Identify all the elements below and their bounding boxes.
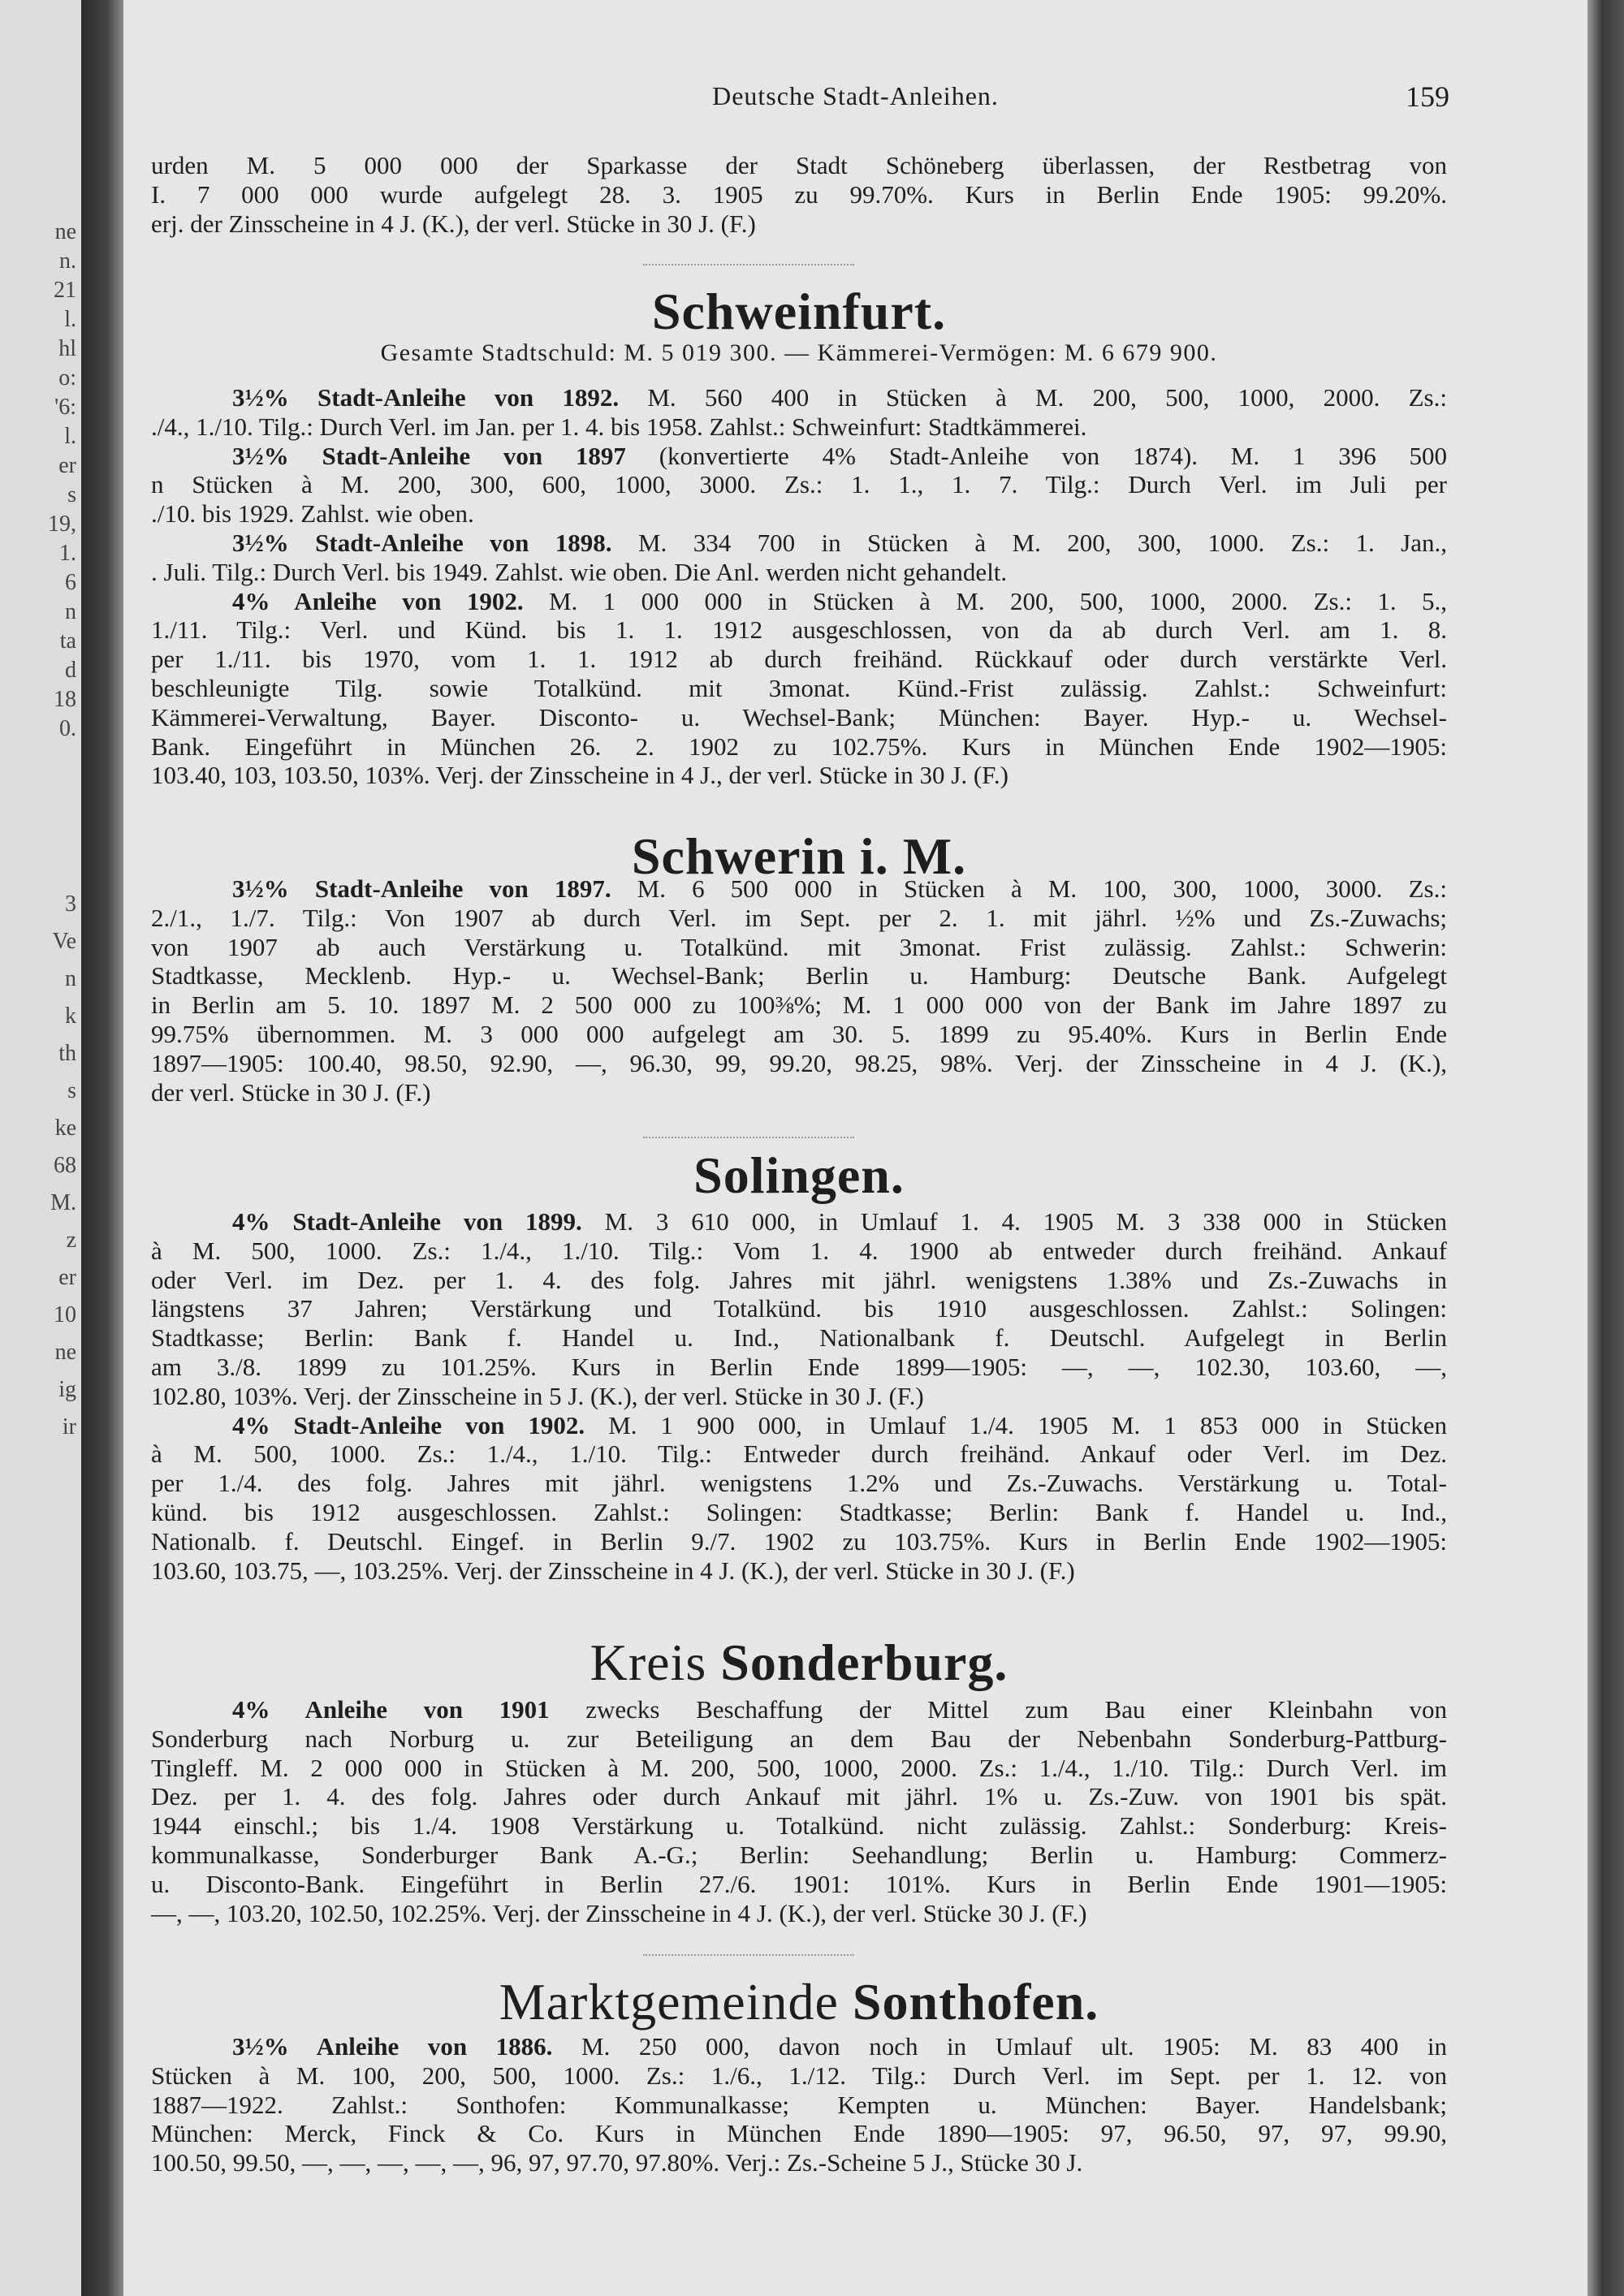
section-title-prefix: Kreis [590, 1634, 721, 1691]
line-text: in Berlin am 5. 10. 1897 M. 2 500 000 zu 100⅜%; M. 1 000 000 von der Bank im Jahre 1897 zu [151, 990, 1447, 1020]
previous-page-fragment: n [65, 966, 76, 991]
section-title-name: Sonthofen. [852, 1973, 1099, 2031]
line-text: längstens 37 Jahren; Verstärkung und Totalkünd. bis 1910 ausgeschlossen. Zahlst.: Solingen: [151, 1294, 1447, 1323]
loan-heading: 4% Anleihe von 1901 [232, 1695, 550, 1724]
previous-page-fragment: 0. [59, 716, 76, 741]
book-gutter [81, 0, 123, 2296]
section-title [151, 1143, 1447, 1208]
loan-heading: 3½% Anleihe von 1886. [232, 2032, 553, 2061]
previous-page-fragment: n [65, 599, 76, 624]
text-line [151, 1294, 1447, 1323]
previous-page-fragment: 19, [48, 511, 76, 537]
previous-page-fragment: n. [59, 248, 76, 274]
section-title-prefix: Marktgemeinde [499, 1973, 853, 2031]
loan-heading: 4% Stadt-Anleihe von 1902. [232, 1410, 585, 1439]
line-text: 99.75% übernommen. M. 3 000 000 aufgelegt am 30. 5. 1899 zu 95.40%. Kurs in Berlin Ende [151, 1020, 1447, 1048]
line-text: oder Verl. im Dez. per 1. 4. des folg. Jahres mit jährl. wenigstens 1.38% und Zs.-Zuwachs in [151, 1265, 1447, 1294]
previous-page-fragment: s [67, 482, 76, 507]
text-line [151, 674, 1447, 703]
text-line [151, 1811, 1447, 1841]
previous-page-fragment: er [58, 1265, 76, 1290]
line-text: 1944 einschl.; bis 1./4. 1908 Verstärkung u. Totalkünd. nicht zulässig. Zahlst.: Sonderburg: Kreis- [151, 1811, 1447, 1841]
previous-page-fragment: o: [58, 365, 76, 391]
line-text: M. 334 700 in Stücken à M. 200, 300, 1000. Zs.: 1. Jan., [611, 529, 1447, 557]
line-text: zwecks Beschaffung der Mittel zum Bau einer Kleinbahn von [549, 1695, 1447, 1724]
previous-page-fragment: '6: [54, 395, 76, 420]
section-title [151, 1970, 1447, 2035]
text-line [151, 529, 1447, 558]
text-line [151, 470, 1447, 499]
text-line [151, 732, 1447, 762]
previous-page-fragment: ne [54, 219, 76, 244]
line-text: n Stücken à M. 200, 300, 600, 1000, 3000. Zs.: 1. 1., 1. 7. Tilg.: Durch Verl. im Juli per [151, 470, 1447, 499]
text-line [151, 1556, 1447, 1586]
text-line [151, 961, 1447, 990]
text-line [151, 990, 1447, 1020]
line-text: München: Merck, Finck & Co. Kurs in München Ende 1890—1905: 97, 96.50, 97, 97, 99.90, [151, 2119, 1447, 2148]
text-line [151, 645, 1447, 674]
line-text: 2./1., 1./7. Tilg.: Von 1907 ab durch Verl. im Sept. per 2. 1. mit jährl. ½% und Zs.-Zuwachs; [151, 903, 1447, 932]
previous-page-fragment: hl [58, 336, 76, 361]
text-line [151, 442, 1447, 471]
line-text: urden M. 5 000 000 der Sparkasse der Stadt Schöneberg überlassen, der Restbetrag von [151, 151, 1447, 179]
previous-page-fragment: M. [50, 1190, 76, 1215]
line-text: Stadtkasse, Mecklenb. Hyp.- u. Wechsel-Bank; Berlin u. Hamburg: Deutsche Bank. Aufgelegt [151, 961, 1447, 990]
document-page [123, 0, 1587, 2296]
line-text: am 3./8. 1899 zu 101.25%. Kurs in Berlin Ende 1899—1905: —, —, 102.30, 103.60, —, [151, 1353, 1447, 1381]
text-line [151, 2148, 1447, 2177]
line-text: . Juli. Tilg.: Durch Verl. bis 1949. Zahlst. wie oben. Die Anl. werden nicht gehandelt. [151, 557, 1008, 586]
previous-page-fragment: ir [62, 1414, 76, 1439]
previous-page-fragment: 18 [54, 687, 76, 712]
text-line [151, 2061, 1447, 2091]
text-line [151, 1870, 1447, 1899]
line-text: I. 7 000 000 wurde aufgelegt 28. 3. 1905 zu 99.70%. Kurs in Berlin Ende 1905: 99.20%. [151, 179, 1447, 209]
line-text: 102.80, 103%. Verj. der Zinsscheine in 5 J. (K.), der verl. Stücke in 30 J. (F.) [151, 1381, 924, 1410]
line-text: Stücken à M. 100, 200, 500, 1000. Zs.: 1./6., 1./12. Tilg.: Durch Verl. im Sept. per 1. 12. von [151, 2061, 1447, 2090]
line-text: 1887—1922. Zahlst.: Sonthofen: Kommunalkasse; Kempten u. München: Bayer. Handelsbank; [151, 2090, 1447, 2119]
line-text: (konvertierte 4% Stadt-Anleihe von 1874). M. 1 396 500 [625, 441, 1447, 470]
line-text: Kämmerei-Verwaltung, Bayer. Disconto- u. Wechsel-Bank; München: Bayer. Hyp.- u. Wechsel- [151, 702, 1447, 732]
previous-page-fragment: ta [59, 628, 76, 654]
text-line [151, 703, 1447, 732]
text-line [151, 1469, 1447, 1498]
section-divider [643, 1137, 854, 1138]
text-line [151, 1020, 1447, 1049]
text-line [151, 1498, 1447, 1527]
line-text: M. 3 610 000, in Umlauf 1. 4. 1905 M. 3 338 000 in Stücken [581, 1207, 1447, 1236]
previous-page-fragment: 1. [59, 541, 76, 566]
line-text: M. 1 900 000, in Umlauf 1./4. 1905 M. 1 853 000 in Stücken [585, 1410, 1447, 1439]
line-text: per 1./11. bis 1970, vom 1. 1. 1912 ab durch freihänd. Rückkauf oder durch verstärkte Verl. [151, 645, 1447, 674]
line-text: M. 1 000 000 in Stücken à M. 200, 500, 1000, 2000. Zs.: 1. 5., [523, 586, 1447, 615]
line-text: von 1907 ab auch Verstärkung u. Totalkünd. mit 3monat. Frist zulässig. Zahlst.: Schwerin: [151, 932, 1447, 961]
line-text: beschleunigte Tilg. sowie Totalkünd. mit 3monat. Künd.-Frist zulässig. Zahlst.: Schweinfurt: [151, 674, 1447, 702]
section-title-name: Schwerin i. M. [631, 827, 967, 885]
line-text: Tingleff. M. 2 000 000 in Stücken à M. 200, 500, 1000, 2000. Zs.: 1./4., 1./10. Tilg.: Durch Verl. im [151, 1753, 1447, 1782]
previous-page-fragment: s [67, 1078, 76, 1103]
line-text: 103.40, 103, 103.50, 103%. Verj. der Zinsscheine in 4 J., der verl. Stücke in 30 J. (F.) [151, 761, 1009, 790]
text-line [151, 1899, 1447, 1928]
text-line [151, 1754, 1447, 1783]
section-title [151, 1630, 1447, 1695]
text-line [151, 383, 1447, 412]
loan-heading: 4% Anleihe von 1902. [232, 586, 524, 615]
previous-page-fragment: Ve [52, 929, 76, 954]
text-line [151, 412, 1447, 442]
text-line [151, 874, 1447, 904]
previous-page-edge [0, 0, 81, 2296]
text-line [151, 904, 1447, 933]
loan-heading: 3½% Stadt-Anleihe von 1892. [232, 383, 620, 412]
previous-page-fragment: 68 [54, 1153, 76, 1178]
line-text: M. 560 400 in Stücken à M. 200, 500, 1000, 2000. Zs.: [619, 383, 1447, 412]
previous-page-fragment: l. [64, 307, 76, 332]
text-line [151, 209, 1447, 239]
text-line [151, 180, 1447, 209]
line-text: M. 250 000, davon noch in Umlauf ult. 1905: M. 83 400 in [552, 2032, 1447, 2061]
text-line [151, 1353, 1447, 1382]
text-line [151, 1078, 1447, 1107]
line-text: ./10. bis 1929. Zahlst. wie oben. [151, 499, 474, 529]
line-text: Dez. per 1. 4. des folg. Jahres oder durch Ankauf mit jährl. 1% u. Zs.-Zuw. von 1901 bis spät. [151, 1782, 1447, 1811]
running-header-title: Deutsche Stadt-Anleihen. [712, 81, 999, 110]
text-line [151, 1439, 1447, 1469]
line-text: 1897—1905: 100.40, 98.50, 92.90, —, 96.30, 99, 99.20, 98.25, 98%. Verj. der Zinsscheine in 4 J. (K.), [151, 1048, 1447, 1077]
page-edge-right [1587, 0, 1624, 2296]
text-line [151, 1382, 1447, 1411]
section-title-name: Schweinfurt. [651, 283, 947, 340]
line-text: M. 6 500 000 in Stücken à M. 100, 300, 1000, 3000. Zs.: [611, 874, 1447, 903]
previous-page-fragment: ke [54, 1116, 76, 1141]
text-line [151, 933, 1447, 962]
line-text: per 1./4. des folg. Jahres mit jährl. wenigstens 1.2% und Zs.-Zuwachs. Verstärkung u. Total- [151, 1469, 1447, 1498]
text-line [151, 558, 1447, 587]
previous-page-fragment: z [66, 1228, 76, 1253]
section-title [151, 279, 1447, 344]
line-text: à M. 500, 1000. Zs.: 1./4., 1./10. Tilg.: Entweder durch freihänd. Ankauf oder Verl. im Dez. [151, 1439, 1447, 1469]
loan-heading: 3½% Stadt-Anleihe von 1898. [232, 529, 612, 557]
section-title-name: Solingen. [693, 1146, 905, 1204]
page-number: 159 [1406, 80, 1449, 113]
text-line [151, 1782, 1447, 1811]
line-text: künd. bis 1912 ausgeschlossen. Zahlst.: Solingen: Stadtkasse; Berlin: Bank f. Handel u. Ind., [151, 1498, 1447, 1526]
text-line [151, 151, 1447, 180]
text-line [151, 1527, 1447, 1556]
text-line [151, 1049, 1447, 1078]
text-line [151, 615, 1447, 645]
previous-page-fragment: 3 [65, 891, 76, 917]
text-line [151, 587, 1447, 616]
text-line [151, 1695, 1447, 1724]
text-line [151, 1236, 1447, 1266]
section-divider [643, 1954, 854, 1956]
text-line [151, 1724, 1447, 1754]
text-line [151, 1841, 1447, 1870]
section-title-name: Sonderburg. [720, 1634, 1009, 1691]
line-text: kommunalkasse, Sonderburger Bank A.-G.; Berlin: Seehandlung; Berlin u. Hamburg: Commerz- [151, 1841, 1447, 1869]
text-line [151, 2091, 1447, 2120]
text-line [151, 2119, 1447, 2148]
previous-page-fragment: 6 [65, 570, 76, 595]
line-text: Stadtkasse; Berlin: Bank f. Handel u. Ind., Nationalbank f. Deutschl. Aufgelegt in Berlin [151, 1323, 1447, 1353]
section-divider [643, 264, 854, 265]
previous-page-fragment: d [65, 658, 76, 683]
loan-heading: 3½% Stadt-Anleihe von 1897. [232, 874, 611, 903]
text-line [151, 1323, 1447, 1353]
text-line [151, 2032, 1447, 2061]
loan-heading: 4% Stadt-Anleihe von 1899. [232, 1207, 582, 1236]
text-line [151, 1411, 1447, 1440]
line-text: u. Disconto-Bank. Eingeführt in Berlin 27./6. 1901: 101%. Kurs in Berlin Ende 1901—1905: [151, 1869, 1447, 1898]
previous-page-fragment: k [65, 1003, 76, 1029]
line-text: Sonderburg nach Norburg u. zur Beteiligung an dem Bau der Nebenbahn Sonderburg-Pattburg- [151, 1724, 1447, 1753]
previous-page-fragment: l. [64, 424, 76, 449]
text-line [151, 1207, 1447, 1236]
section-summary: Gesamte Stadtschuld: M. 5 019 300. — Kämmerei-Vermögen: M. 6 679 900. [380, 339, 1218, 366]
text-line [151, 499, 1447, 529]
previous-page-fragment: 21 [54, 278, 76, 303]
previous-page-fragment: th [58, 1041, 76, 1066]
line-text: ./4., 1./10. Tilg.: Durch Verl. im Jan. per 1. 4. bis 1958. Zahlst.: Schweinfurt: Stadtkämmerei. [151, 412, 1087, 441]
previous-page-fragment: er [58, 453, 76, 478]
line-text: erj. der Zinsscheine in 4 J. (K.), der verl. Stücke in 30 J. (F.) [151, 209, 756, 238]
previous-page-fragment: ne [54, 1340, 76, 1365]
previous-page-fragment: ig [58, 1377, 76, 1402]
previous-page-fragment: 10 [54, 1302, 76, 1327]
line-text: 100.50, 99.50, —, —, —, —, —, 96, 97, 97.70, 97.80%. Verj.: Zs.-Scheine 5 J., Stücke 30 J. [151, 2148, 1083, 2177]
running-header [123, 81, 1587, 117]
line-text: Nationalb. f. Deutschl. Eingef. in Berlin 9./7. 1902 zu 103.75%. Kurs in Berlin Ende 1902—1905: [151, 1526, 1447, 1556]
text-line [151, 1266, 1447, 1295]
line-text: 1./11. Tilg.: Verl. und Künd. bis 1. 1. 1912 ausgeschlossen, von da ab durch Verl. am 1. 8. [151, 615, 1447, 645]
line-text: —, —, 103.20, 102.50, 102.25%. Verj. der Zinsscheine in 4 J. (K.), der verl. Stücke 30 J. (F.) [151, 1898, 1087, 1927]
line-text: Bank. Eingeführt in München 26. 2. 1902 zu 102.75%. Kurs in München Ende 1902—1905: [151, 732, 1447, 761]
line-text: der verl. Stücke in 30 J. (F.) [151, 1077, 431, 1107]
text-line [151, 761, 1447, 790]
line-text: à M. 500, 1000. Zs.: 1./4., 1./10. Tilg.: Vom 1. 4. 1900 ab entweder durch freihänd. Ankauf [151, 1236, 1447, 1265]
line-text: 103.60, 103.75, —, 103.25%. Verj. der Zinsscheine in 4 J. (K.), der verl. Stücke in 30 J. (F.) [151, 1556, 1075, 1585]
loan-heading: 3½% Stadt-Anleihe von 1897 [232, 441, 626, 470]
